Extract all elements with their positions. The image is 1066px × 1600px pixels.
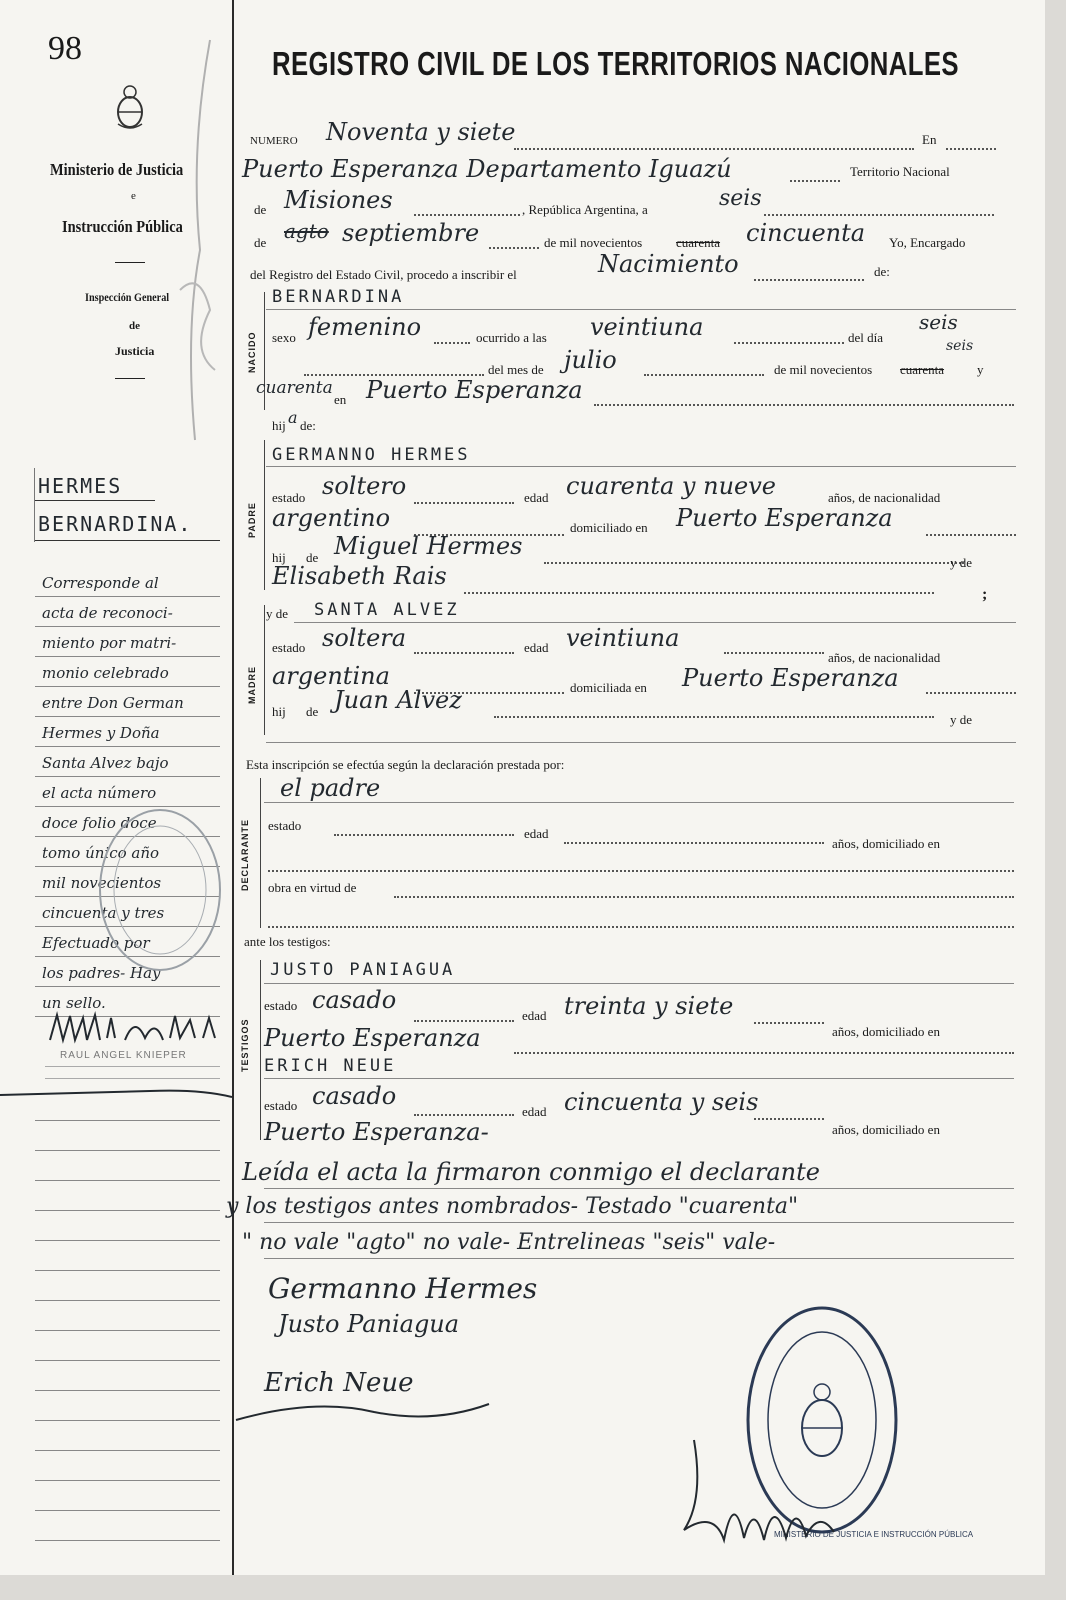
dots bbox=[724, 652, 824, 654]
rule bbox=[264, 1078, 1014, 1079]
closing-line-3: " no vale "agto" no vale- Entrelineas "seis" vale- bbox=[242, 1230, 776, 1255]
dots bbox=[414, 214, 520, 216]
margin-divider bbox=[115, 262, 145, 263]
certificate-title: REGISTRO CIVIL DE LOS TERRITORIOS NACIONALES bbox=[272, 45, 959, 82]
signature-paniagua: Justo Paniagua bbox=[278, 1310, 460, 1338]
note-rule bbox=[35, 986, 220, 987]
note-rule bbox=[35, 716, 220, 717]
note-rule bbox=[35, 746, 220, 747]
blank-rule bbox=[35, 1240, 220, 1241]
dots bbox=[414, 652, 514, 654]
blank-rule bbox=[35, 1450, 220, 1451]
label-estado-t2: estado bbox=[264, 1098, 298, 1113]
rule bbox=[264, 1258, 1014, 1259]
note-rule bbox=[35, 656, 220, 657]
note-line: Hermes y Doña bbox=[42, 724, 160, 742]
field-mes-struck: agto bbox=[284, 219, 329, 243]
label-domiciliado-en: domiciliado en bbox=[570, 520, 648, 535]
field-testigo2-dom: Puerto Esperanza- bbox=[264, 1118, 489, 1146]
signature-germanno: Germanno Hermes bbox=[268, 1272, 538, 1305]
dots bbox=[754, 279, 864, 281]
label-republica: , República Argentina, a bbox=[522, 202, 648, 217]
label-inscripcion: Esta inscripción se efectúa según la declaración prestada por: bbox=[246, 757, 565, 772]
dots bbox=[754, 1118, 824, 1120]
field-testigo1-nombre: JUSTO PANIAGUA bbox=[270, 960, 456, 980]
margin-stamp-rule bbox=[45, 1066, 220, 1067]
main-column bbox=[226, 0, 1045, 1575]
label-hija-madre: hij bbox=[272, 704, 286, 719]
note-line: cincuenta y tres bbox=[42, 904, 165, 922]
rule bbox=[266, 466, 1016, 467]
label-anos-dom-t1: años, domiciliado en bbox=[832, 1024, 940, 1039]
field-anio-nac-struck: cuarenta bbox=[900, 362, 945, 377]
field-testigo1-estado: casado bbox=[312, 986, 397, 1014]
rule bbox=[264, 1222, 1014, 1223]
inspection-de: de bbox=[129, 320, 140, 332]
label-ocurrido: ocurrido a las bbox=[476, 330, 547, 345]
label-edad: edad bbox=[524, 490, 549, 505]
margin-oval-stamp bbox=[95, 805, 225, 975]
note-line: doce folio doce bbox=[42, 814, 157, 832]
label-sexo: sexo bbox=[272, 330, 296, 345]
inspection-line2: Justicia bbox=[115, 344, 155, 358]
field-padre-nombre: GERMANNO HERMES bbox=[272, 445, 471, 465]
label-edad-madre: edad bbox=[524, 640, 549, 655]
section-testigos: TESTIGOS bbox=[240, 1018, 250, 1072]
field-madre-estado: soltera bbox=[322, 624, 407, 652]
field-padre-nac: argentino bbox=[272, 504, 391, 532]
field-testigo1-dom: Puerto Esperanza bbox=[264, 1024, 481, 1052]
label-estado-t1: estado bbox=[264, 998, 298, 1013]
dots bbox=[414, 1020, 514, 1022]
field-declarante: el padre bbox=[280, 774, 381, 802]
field-padre-estado: soltero bbox=[322, 472, 407, 500]
subject-surname: HERMES bbox=[38, 474, 123, 498]
label-yo-encargado: Yo, Encargado bbox=[889, 235, 966, 250]
closing-line-2: y los testigos antes nombrados- Testado "cuarenta" bbox=[226, 1194, 799, 1219]
label-edad-decl: edad bbox=[524, 826, 549, 841]
field-madre-edad: veintiuna bbox=[566, 624, 680, 652]
field-numero: Noventa y siete bbox=[326, 118, 516, 146]
note-line: entre Don German bbox=[42, 694, 184, 712]
dots bbox=[494, 716, 934, 718]
note-line: Santa Alvez bajo bbox=[42, 754, 169, 772]
field-testigo2-nombre: ERICH NEUE bbox=[264, 1056, 397, 1076]
margin-column bbox=[0, 0, 234, 1575]
field-anio-struck: cuarenta bbox=[676, 235, 721, 250]
label-de-padre: de bbox=[306, 550, 319, 565]
field-padre-hijo-de-2: Elisabeth Rais bbox=[272, 562, 447, 590]
field-padre-dom: Puerto Esperanza bbox=[676, 504, 893, 532]
margin-sweep-stroke bbox=[0, 1075, 232, 1115]
dots bbox=[644, 374, 764, 376]
field-anio: cincuenta bbox=[746, 219, 866, 247]
dots bbox=[268, 870, 1014, 872]
blank-rule bbox=[35, 1510, 220, 1511]
dots bbox=[268, 926, 1014, 928]
name-box-border bbox=[34, 468, 221, 542]
label-de-colon: de: bbox=[874, 264, 890, 279]
official-signature bbox=[674, 1420, 844, 1550]
note-rule bbox=[35, 626, 220, 627]
coat-of-arms-icon bbox=[113, 82, 147, 132]
note-rule bbox=[35, 686, 220, 687]
label-anos-nac-madre: años, de nacionalidad bbox=[828, 650, 941, 665]
note-line: el acta número bbox=[42, 784, 157, 802]
label-ante: ante los testigos: bbox=[244, 934, 331, 949]
label-semicolon: ; bbox=[982, 586, 988, 603]
dots bbox=[414, 1114, 514, 1116]
note-line: un sello. bbox=[42, 994, 106, 1012]
dots bbox=[946, 148, 996, 150]
inspection-line1: Inspección General bbox=[85, 290, 170, 304]
label-del-dia: del día bbox=[848, 330, 884, 345]
blank-rule bbox=[35, 1150, 220, 1151]
label-y-de: y de bbox=[950, 555, 973, 570]
label-estado-decl: estado bbox=[268, 818, 302, 833]
label-hijo: hij bbox=[272, 418, 286, 433]
note-line: Corresponde al bbox=[42, 574, 159, 592]
dots bbox=[544, 562, 964, 564]
note-line: tomo único año bbox=[42, 844, 160, 862]
dots bbox=[394, 896, 1014, 898]
field-anio-nac: cuarenta bbox=[256, 378, 333, 398]
field-sexo: femenino bbox=[308, 313, 422, 341]
blank-rule bbox=[35, 1420, 220, 1421]
section-madre: MADRE bbox=[247, 666, 257, 704]
dots bbox=[489, 247, 539, 249]
field-testigo2-estado: casado bbox=[312, 1082, 397, 1110]
field-padre-hijo-de: Miguel Hermes bbox=[334, 532, 523, 560]
dots bbox=[734, 342, 844, 344]
blank-rule bbox=[35, 1360, 220, 1361]
field-testigo1-edad: treinta y siete bbox=[564, 992, 734, 1020]
section-declarante: DECLARANTE bbox=[240, 819, 250, 891]
note-line: Efectuado por bbox=[42, 934, 150, 952]
label-edad-t2: edad bbox=[522, 1104, 547, 1119]
field-nombre: BERNARDINA bbox=[272, 287, 405, 307]
dots bbox=[926, 534, 1016, 536]
section-padre: PADRE bbox=[247, 502, 257, 538]
field-lugar: Puerto Esperanza Departamento Iguazú bbox=[242, 155, 732, 183]
field-territorio: Misiones bbox=[284, 186, 393, 214]
label-en: En bbox=[922, 132, 937, 147]
field-madre-nombre: SANTA ALVEZ bbox=[314, 600, 460, 620]
margin-stamp-name: RAUL ANGEL KNIEPER bbox=[60, 1050, 187, 1061]
blank-rule bbox=[35, 1480, 220, 1481]
label-de-madre: de bbox=[306, 704, 319, 719]
note-rule bbox=[35, 596, 220, 597]
label-numero: NUMERO bbox=[250, 135, 298, 147]
section-nacido: NACIDO bbox=[247, 331, 257, 374]
folio-number: 98 bbox=[48, 30, 82, 67]
field-madre-dom: Puerto Esperanza bbox=[682, 664, 899, 692]
rule bbox=[264, 802, 1014, 803]
label-anos-dom-decl: años, domiciliado en bbox=[832, 836, 940, 851]
field-mes: septiembre bbox=[342, 219, 480, 247]
subject-name: BERNARDINA. bbox=[38, 512, 193, 536]
note-rule bbox=[35, 776, 220, 777]
rule bbox=[264, 983, 1014, 984]
label-estado: estado bbox=[272, 490, 306, 505]
section-bracket bbox=[264, 605, 271, 735]
dots bbox=[414, 502, 514, 504]
label-obra: obra en virtud de bbox=[268, 880, 357, 895]
field-madre-hija-de: Juan Alvez bbox=[334, 686, 462, 714]
label-hijo-de: de: bbox=[300, 418, 316, 433]
label-del-mes: del mes de bbox=[488, 362, 544, 377]
note-line: los padres- Hay bbox=[42, 964, 161, 982]
blank-rule bbox=[35, 1330, 220, 1331]
field-lugar-nac: Puerto Esperanza bbox=[366, 376, 583, 404]
field-hora: veintiuna bbox=[590, 313, 704, 341]
dots bbox=[434, 342, 470, 344]
label-de-mil: de mil novecientos bbox=[544, 235, 643, 250]
label-del-registro: del Registro del Estado Civil, procedo a inscribir el bbox=[250, 267, 517, 282]
note-line: mil novecientos bbox=[42, 874, 162, 892]
dots bbox=[514, 148, 914, 150]
dots bbox=[594, 404, 1014, 406]
dots bbox=[926, 692, 1016, 694]
dots bbox=[754, 1022, 824, 1024]
blank-rule bbox=[35, 1540, 220, 1541]
rule bbox=[264, 1188, 1014, 1189]
dots bbox=[764, 214, 994, 216]
label-de-mil-nov: de mil novecientos bbox=[774, 362, 873, 377]
blank-rule bbox=[35, 1210, 220, 1211]
ministry-line2: Instrucción Pública bbox=[62, 217, 183, 236]
label-estado-madre: estado bbox=[272, 640, 306, 655]
section-bracket bbox=[260, 778, 267, 928]
blank-rule bbox=[35, 1270, 220, 1271]
field-dia: seis bbox=[719, 186, 762, 211]
field-dia-nac: seis bbox=[919, 310, 958, 334]
section-bracket bbox=[264, 440, 271, 590]
margin-pencil-strokes bbox=[170, 30, 230, 450]
ministry-e: e bbox=[131, 190, 136, 202]
blank-rule bbox=[35, 1180, 220, 1181]
field-mes-nac: julio bbox=[564, 346, 617, 374]
note-line: miento por matri- bbox=[42, 634, 177, 652]
signature-underline-stroke bbox=[234, 1390, 494, 1430]
label-domiciliada-en: domiciliada en bbox=[570, 680, 647, 695]
label-y: y bbox=[977, 362, 984, 377]
label-hijo-padre: hij bbox=[272, 550, 286, 565]
field-testigo2-edad: cincuenta y seis bbox=[564, 1088, 759, 1116]
dots bbox=[464, 592, 934, 594]
label-edad-t1: edad bbox=[522, 1008, 547, 1023]
ministry-line1: Ministerio de Justicia bbox=[50, 160, 184, 179]
blank-rule bbox=[35, 1390, 220, 1391]
rule bbox=[266, 309, 1016, 310]
field-tipo: Nacimiento bbox=[598, 250, 739, 278]
label-territorio: Territorio Nacional bbox=[850, 164, 950, 179]
blank-rule bbox=[35, 1120, 220, 1121]
margin-divider-2 bbox=[115, 378, 145, 379]
dots bbox=[334, 834, 514, 836]
label-anos-nac: años, de nacionalidad bbox=[828, 490, 941, 505]
note-line: acta de reconoci- bbox=[42, 604, 173, 622]
signature-neue: Erich Neue bbox=[264, 1368, 414, 1398]
closing-line-1: Leída el acta la firmaron conmigo el declarante bbox=[242, 1158, 820, 1186]
label-en-nac: en bbox=[334, 392, 347, 407]
label-de: de bbox=[254, 202, 267, 217]
margin-signature bbox=[45, 1010, 225, 1046]
blank-rule bbox=[35, 1300, 220, 1301]
field-hijo-sufijo: a bbox=[288, 408, 298, 427]
label-anos-dom-t2: años, domiciliado en bbox=[832, 1122, 940, 1137]
dots bbox=[790, 180, 840, 182]
rule bbox=[294, 622, 1016, 623]
rule bbox=[266, 742, 1016, 743]
dots bbox=[564, 842, 824, 844]
label-y-de-madre-2: y de bbox=[950, 712, 973, 727]
dots bbox=[514, 1052, 1014, 1054]
field-madre-nac: argentina bbox=[272, 662, 390, 690]
label-y-de-madre: y de bbox=[266, 606, 289, 621]
label-de-2: de bbox=[254, 235, 267, 250]
note-line: monio celebrado bbox=[42, 664, 169, 682]
field-padre-edad: cuarenta y nueve bbox=[566, 472, 776, 500]
seal-text: MINISTERIO DE JUSTICIA E INSTRUCCIÓN PÚBLICA bbox=[774, 1530, 974, 1539]
field-dia-nac-interlined: seis bbox=[946, 338, 974, 354]
